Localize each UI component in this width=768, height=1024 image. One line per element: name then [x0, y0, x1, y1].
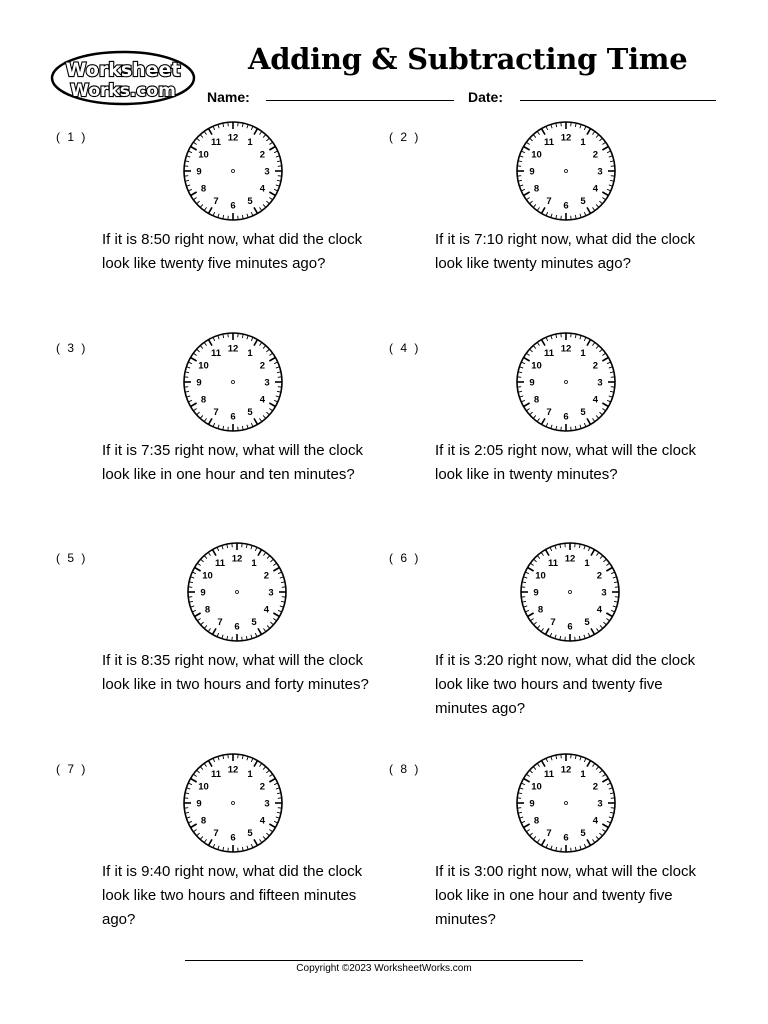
problem-item: [389, 130, 719, 340]
clock-number: 4: [259, 815, 266, 827]
clock-face: [185, 540, 289, 644]
clock-number: 9: [196, 166, 202, 178]
clock-number: 6: [234, 621, 240, 633]
clock-number: 9: [196, 377, 202, 389]
clock-center-dot: [565, 170, 568, 173]
problem-number: ( 7 ): [56, 762, 88, 776]
clock-number: 2: [259, 149, 266, 161]
clock-center-dot: [565, 802, 568, 805]
problem-number: ( 1 ): [56, 130, 88, 144]
clock-number: 3: [268, 587, 274, 599]
worksheetworks-logo: [50, 50, 196, 106]
clock-number: 11: [543, 769, 555, 781]
clock-face: [514, 751, 618, 855]
clock-number: 12: [227, 764, 239, 776]
clock-number: 3: [601, 587, 607, 599]
clock-number: 6: [563, 200, 569, 212]
clock-number: 5: [580, 406, 586, 418]
svg-text:Worksheet: Worksheet: [65, 59, 181, 81]
clock-number: 4: [259, 394, 266, 406]
clock-number: 11: [210, 769, 222, 781]
problem-question: If it is 8:50 right now, what did the clock look like twenty five minutes ago?: [102, 231, 363, 272]
clock-center-dot: [232, 381, 235, 384]
clock-center-dot: [565, 381, 568, 384]
clock-number: 8: [204, 604, 211, 616]
clock-number: 10: [531, 360, 542, 372]
clock-number: 12: [227, 132, 239, 144]
clock-number: 2: [259, 781, 266, 793]
clock-number: 1: [247, 348, 253, 360]
clock-number: 8: [537, 604, 544, 616]
clock-number: 9: [200, 587, 206, 599]
clock-number: 6: [230, 200, 236, 212]
clock-number: 3: [264, 798, 270, 810]
clock-number: 10: [198, 781, 209, 793]
clock-number: 4: [592, 183, 599, 195]
problem-item: [56, 130, 386, 340]
clock-number: 9: [196, 798, 202, 810]
clock-number: 10: [198, 360, 209, 372]
copyright-text: Copyright ©2023 WorksheetWorks.com: [296, 963, 472, 974]
clock-number: 1: [584, 558, 590, 570]
clock-number: 3: [597, 166, 603, 178]
problem-item: [56, 762, 386, 972]
problem-question: If it is 7:35 right now, what will the clock look like in one hour and ten minutes?: [102, 442, 363, 483]
clock-number: 11: [210, 137, 222, 149]
clock-number: 10: [198, 149, 209, 161]
clock-number: 1: [580, 348, 586, 360]
clock-number: 6: [230, 832, 236, 844]
svg-text:Works.com: Works.com: [70, 81, 176, 101]
problem-number: ( 2 ): [389, 130, 421, 144]
clock-number: 9: [529, 166, 535, 178]
clock-face: [514, 119, 618, 223]
clock-center-dot: [232, 802, 235, 805]
problem-question: If it is 9:40 right now, what did the clock look like two hours and fifteen minutes ago?: [102, 863, 363, 928]
clock-center-dot: [232, 170, 235, 173]
problem-item: [389, 341, 719, 551]
clock-face: [518, 540, 622, 644]
clock-number: 2: [263, 570, 270, 582]
problem-item: [389, 551, 719, 761]
clock-number: 12: [564, 553, 576, 565]
clock-number: 1: [251, 558, 257, 570]
problem-question: If it is 2:05 right now, what will the clock look like in twenty minutes?: [435, 442, 696, 483]
clock-number: 12: [560, 343, 572, 355]
problem-item: [56, 551, 386, 761]
clock-number: 10: [531, 781, 542, 793]
clock-number: 9: [533, 587, 539, 599]
clock-number: 12: [560, 132, 572, 144]
name-label: Name:: [207, 89, 250, 105]
clock-number: 7: [550, 616, 556, 628]
clock-number: 7: [546, 406, 552, 418]
problem-question: If it is 8:35 right now, what will the clock look like in two hours and forty minutes?: [102, 652, 369, 693]
problem-number: ( 8 ): [389, 762, 421, 776]
clock-face: [181, 119, 285, 223]
clock-number: 6: [563, 411, 569, 423]
clock-number: 7: [213, 195, 219, 207]
problem-number: ( 3 ): [56, 341, 88, 355]
clock-number: 4: [596, 604, 603, 616]
clock-number: 11: [543, 348, 555, 360]
clock-number: 3: [597, 798, 603, 810]
clock-number: 11: [210, 348, 222, 360]
clock-face: [181, 751, 285, 855]
clock-number: 9: [529, 377, 535, 389]
date-line: [520, 100, 716, 101]
clock-number: 2: [592, 781, 599, 793]
clock-number: 2: [592, 360, 599, 372]
problem-item: [389, 762, 719, 972]
date-label: Date:: [468, 89, 504, 105]
clock-number: 1: [580, 769, 586, 781]
clock-center-dot: [236, 591, 239, 594]
problem-question: If it is 3:00 right now, what will the clock look like in one hour and twenty five minutes?: [435, 863, 696, 928]
clock-number: 8: [200, 183, 207, 195]
problem-question: If it is 3:20 right now, what did the clock look like two hours and twenty five minutes ago?: [435, 652, 696, 717]
clock-number: 7: [217, 616, 223, 628]
clock-number: 11: [547, 558, 559, 570]
clock-number: 2: [592, 149, 599, 161]
problem-number: ( 6 ): [389, 551, 421, 565]
problem-number: ( 5 ): [56, 551, 88, 565]
clock-number: 3: [264, 377, 270, 389]
clock-number: 8: [200, 394, 207, 406]
clock-number: 8: [533, 815, 540, 827]
problem-question: If it is 7:10 right now, what did the clock look like twenty minutes ago?: [435, 231, 696, 272]
clock-number: 1: [247, 137, 253, 149]
clock-number: 4: [592, 394, 599, 406]
clock-face: [514, 330, 618, 434]
clock-number: 7: [546, 195, 552, 207]
clock-number: 2: [259, 360, 266, 372]
clock-number: 7: [546, 827, 552, 839]
clock-number: 5: [580, 827, 586, 839]
problem-item: [56, 341, 386, 551]
clock-number: 3: [597, 377, 603, 389]
clock-number: 10: [202, 570, 213, 582]
clock-center-dot: [569, 591, 572, 594]
clock-number: 8: [200, 815, 207, 827]
clock-number: 11: [214, 558, 226, 570]
clock-number: 5: [584, 616, 590, 628]
clock-number: 5: [580, 195, 586, 207]
clock-number: 5: [251, 616, 257, 628]
clock-number: 5: [247, 195, 253, 207]
clock-number: 6: [230, 411, 236, 423]
footer-divider: [185, 960, 583, 961]
clock-number: 6: [567, 621, 573, 633]
clock-number: 11: [543, 137, 555, 149]
clock-number: 10: [531, 149, 542, 161]
clock-number: 12: [560, 764, 572, 776]
clock-number: 1: [247, 769, 253, 781]
clock-number: 9: [529, 798, 535, 810]
clock-number: 6: [563, 832, 569, 844]
clock-number: 3: [264, 166, 270, 178]
clock-number: 12: [227, 343, 239, 355]
clock-number: 2: [596, 570, 603, 582]
clock-number: 10: [535, 570, 546, 582]
clock-number: 7: [213, 827, 219, 839]
name-line: [266, 100, 454, 101]
clock-number: 8: [533, 394, 540, 406]
clock-number: 4: [263, 604, 270, 616]
problem-number: ( 4 ): [389, 341, 421, 355]
clock-number: 4: [259, 183, 266, 195]
clock-number: 5: [247, 406, 253, 418]
worksheet-title: Adding & Subtracting Time: [248, 42, 688, 76]
clock-number: 1: [580, 137, 586, 149]
clock-number: 8: [533, 183, 540, 195]
clock-number: 5: [247, 827, 253, 839]
clock-number: 7: [213, 406, 219, 418]
clock-face: [181, 330, 285, 434]
clock-number: 12: [231, 553, 243, 565]
clock-number: 4: [592, 815, 599, 827]
